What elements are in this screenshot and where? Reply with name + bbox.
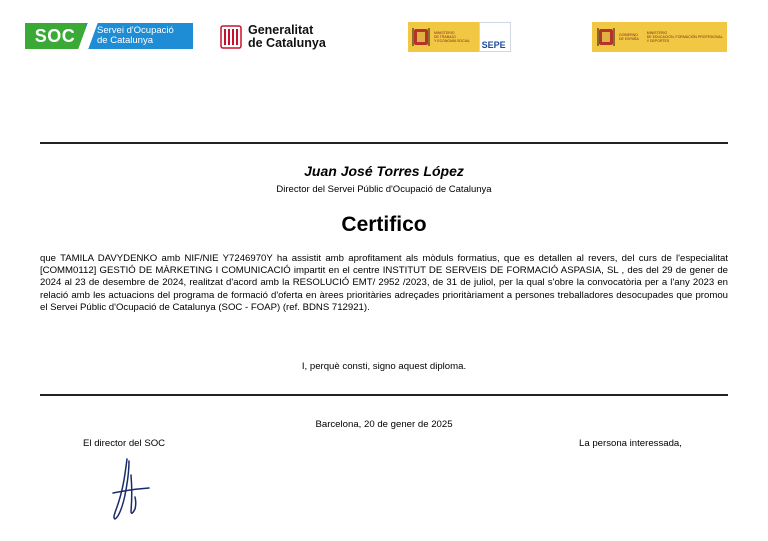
ministry2-line5: Y DEPORTES [646,39,670,43]
place-and-date: Barcelona, 20 de gener de 2025 [315,419,453,430]
generalitat-line1: Generalitat [248,23,314,37]
generalitat-line2: de Catalunya [248,36,326,50]
sepe-label: SEPE [481,40,506,50]
soc-logo-mark [25,23,85,49]
soc-logo-line2: de Catalunya [97,35,153,46]
director-signature-label: El director del SOC [83,438,166,449]
ministry2-line1: GOBIERNO [619,33,638,37]
certificate-body: que TAMILA DAVYDENKO amb NIF/NIE Y7246970Y ha assistit amb aprofitament als mòduls formatius, que es detallen al revers, del curs de l'especialitat [COMM0112] GESTIÓ DE MÀRKETING I COMUNICACIÓ impartit en el centre INSTITUT DE SERVEIS DE FORMACIÓ ASPASIA, SL , des del 29 de gener de 2024 al 23 de desembre de 2024, realitzat d'acord amb la RESOLUCIÓ EMT/ 2952 /2023, de 31 de juliol, per la qual s'obre la convocatòria per a l'any 2023 en relació amb les actuacions del programa de formació d'oferta en àrees prioritàries adreçades prioritàriament a persones treballadores desocupades que promou el Servei Públic d'Ocupació de Catalunya (SOC - FOAP) (ref. BDNS 712921). [40,253,728,313]
generalitat-emblem-icon [220,24,242,50]
soc-logo-text [85,23,193,49]
ministry2-line2: DE ESPAÑA [619,37,639,41]
generalitat-logo [220,24,326,50]
ministry1-line2: DE TRABAJO [434,35,456,39]
spain-coat-of-arms-icon [596,25,616,49]
top-divider [40,142,728,144]
certificate-title: Certifico [341,213,427,236]
director-signature [105,455,155,521]
ministry-educacion-logo [592,22,727,52]
ministry-trabajo-logo [408,22,511,52]
interested-party-signature-label: La persona interessada, [579,438,682,449]
ministry2-line3: MINISTERIO [646,31,668,35]
soc-logo-short: SOC [34,25,76,46]
ministry2-line4: DE EDUCACIÓN, FORMACIÓN PROFESIONAL [646,35,723,39]
signatory-role: Director del Servei Públic d'Ocupació de Catalunya [276,184,492,195]
closing-statement: I, perquè consti, signo aquest diploma. [301,361,467,372]
sepe-logo [479,22,511,52]
ministry1-line3: Y ECONOMÍA SOCIAL [434,39,470,43]
bottom-divider [40,394,728,396]
ministry1-line1: MINISTERIO [434,31,455,35]
signatory-name: Juan José Torres López [304,163,464,179]
soc-logo [25,23,193,49]
soc-logo-line1: Servei d'Ocupació [97,25,174,36]
spain-coat-of-arms-icon [411,25,431,49]
